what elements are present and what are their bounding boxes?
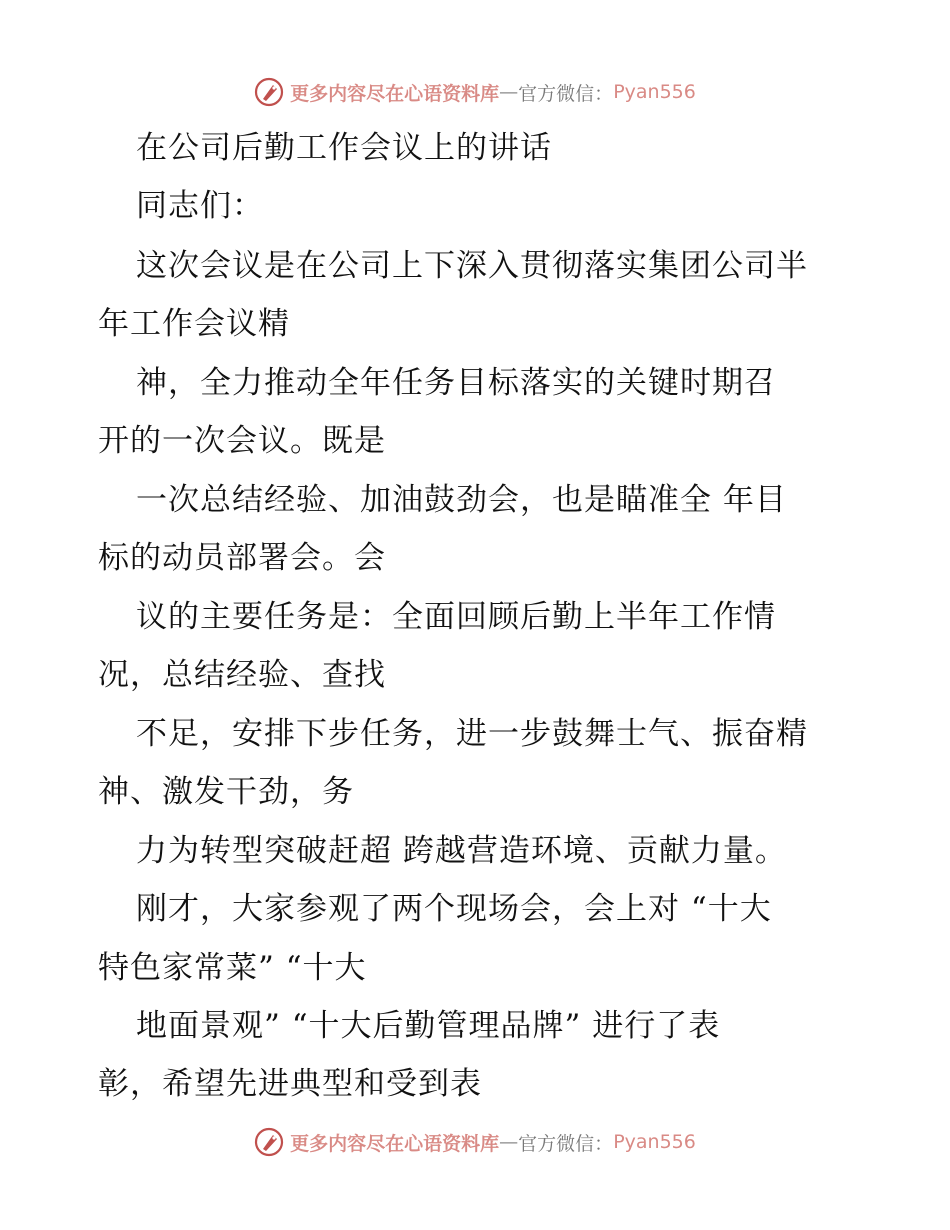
paragraph-line: 神、激发干劲，务 [98, 774, 354, 810]
banner-separator: — [499, 81, 519, 103]
red-pen-nib-logo-icon [254, 77, 284, 107]
document-title: 在公司后勤工作会议上的讲话 [136, 130, 552, 166]
paragraph-line: 力为转型突破赶超 跨越营造环境、贡献力量。 [136, 833, 787, 869]
paragraph-line: 开的一次会议。既是 [98, 423, 386, 459]
paragraph-line: 刚才，大家参观了两个现场会，会上对 “十大 [136, 891, 772, 927]
footer-banner [0, 1122, 950, 1162]
banner-wechat-id: Pyan556 [613, 81, 696, 103]
paragraph-line: 神，全力推动全年任务目标落实的关键时期召 [136, 365, 776, 401]
banner-separator: — [499, 1131, 519, 1153]
paragraph-line: 特色家常菜” “十大 [98, 950, 367, 986]
salutation: 同志们： [136, 188, 264, 224]
banner-wechat-id: Pyan556 [613, 1131, 696, 1153]
paragraph-line: 议的主要任务是：全面回顾后勤上半年工作情 [136, 599, 776, 635]
paragraph-line: 不足，安排下步任务，进一步鼓舞士气、振奋精 [136, 716, 808, 752]
paragraph-line: 这次会议是在公司上下深入贯彻落实集团公司半 [136, 248, 808, 284]
red-pen-nib-logo-icon [254, 1127, 284, 1157]
paragraph-line: 标的动员部署会。会 [98, 540, 386, 576]
banner-wechat-label: 官方微信： [518, 1132, 614, 1155]
paragraph-line: 年工作会议精 [98, 306, 290, 342]
banner-slogan: 更多内容尽在心语资料库 [290, 1132, 500, 1155]
header-banner [0, 72, 950, 112]
paragraph-line: 地面景观” “十大后勤管理品牌” 进行了表 [136, 1008, 721, 1044]
paragraph-line: 况，总结经验、查找 [98, 657, 386, 693]
banner-slogan: 更多内容尽在心语资料库 [290, 82, 500, 105]
paragraph-line: 一次总结经验、加油鼓劲会，也是瞄准全 年目 [136, 482, 787, 518]
paragraph-line: 彰，希望先进典型和受到表 [98, 1066, 482, 1102]
banner-wechat-label: 官方微信： [518, 82, 614, 105]
